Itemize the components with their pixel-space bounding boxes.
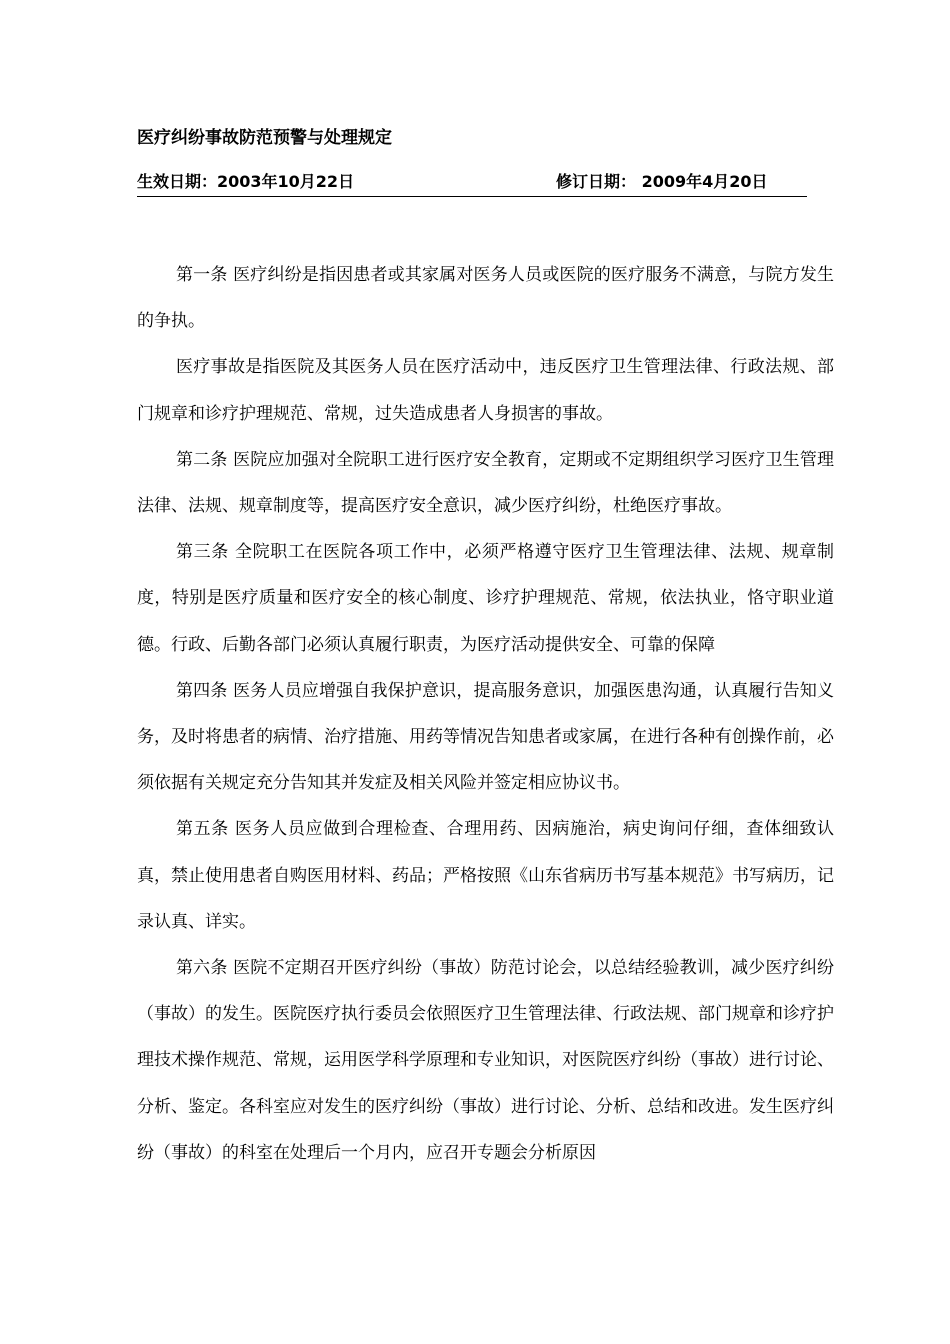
paragraph-article-2: 第二条 医院应加强对全院职工进行医疗安全教育，定期或不定期组织学习医疗卫生管理法律、法规、规章制度等，提高医疗安全意识，减少医疗纠纷，杜绝医疗事故。: [137, 449, 834, 517]
document-body: [137, 252, 834, 1176]
paragraph-medical-accident-definition: 医疗事故是指医院及其医务人员在医疗活动中，违反医疗卫生管理法律、行政法规、部门规章和诊疗护理规范、常规，过失造成患者人身损害的事故。: [137, 357, 834, 424]
paragraph-article-3: 第三条 全院职工在医院各项工作中，必须严格遵守医疗卫生管理法律、法规、规章制度，特别是医疗质量和医疗安全的核心制度、诊疗护理规范、常规，依法执业，恪守职业道德。行政、后勤各部门必须认真履行职责，为医疗活动提供安全、可靠的保障: [137, 542, 834, 655]
paragraph-article-6: 第六条 医院不定期召开医疗纠纷（事故）防范讨论会，以总结经验教训，减少医疗纠纷（事故）的发生。医院医疗执行委员会依照医疗卫生管理法律、行政法规、部门规章和诊疗护理技术操作规范、常规，运用医学科学原理和专业知识，对医院医疗纠纷（事故）进行讨论、分析、鉴定。各科室应对发生的医疗纠纷（事故）进行讨论、分析、总结和改进。发生医疗纠纷（事故）的科室在处理后一个月内，应召开专题会分析原因: [137, 958, 834, 1163]
paragraph-article-5: 第五条 医务人员应做到合理检查、合理用药、因病施治，病史询问仔细，查体细致认真，禁止使用患者自购医用材料、药品；严格按照《山东省病历书写基本规范》书写病历，记录认真、详实。: [137, 819, 834, 932]
revision-date: 修订日期： 2009年4月20日: [556, 172, 768, 191]
date-line: [137, 170, 807, 197]
paragraph-article-1: 第一条 医疗纠纷是指因患者或其家属对医务人员或医院的医疗服务不满意，与院方发生的争执。: [137, 265, 834, 332]
paragraph-article-4: 第四条 医务人员应增强自我保护意识，提高服务意识，加强医患沟通，认真履行告知义务，及时将患者的病情、治疗措施、用药等情况告知患者或家属，在进行各种有创操作前，必须依据有关规定充分告知其并发症及相关风险并签定相应协议书。: [137, 680, 834, 794]
document-title: 医疗纠纷事故防范预警与处理规定: [137, 128, 392, 148]
effective-date: 生效日期：2003年10月22日: [137, 172, 355, 191]
